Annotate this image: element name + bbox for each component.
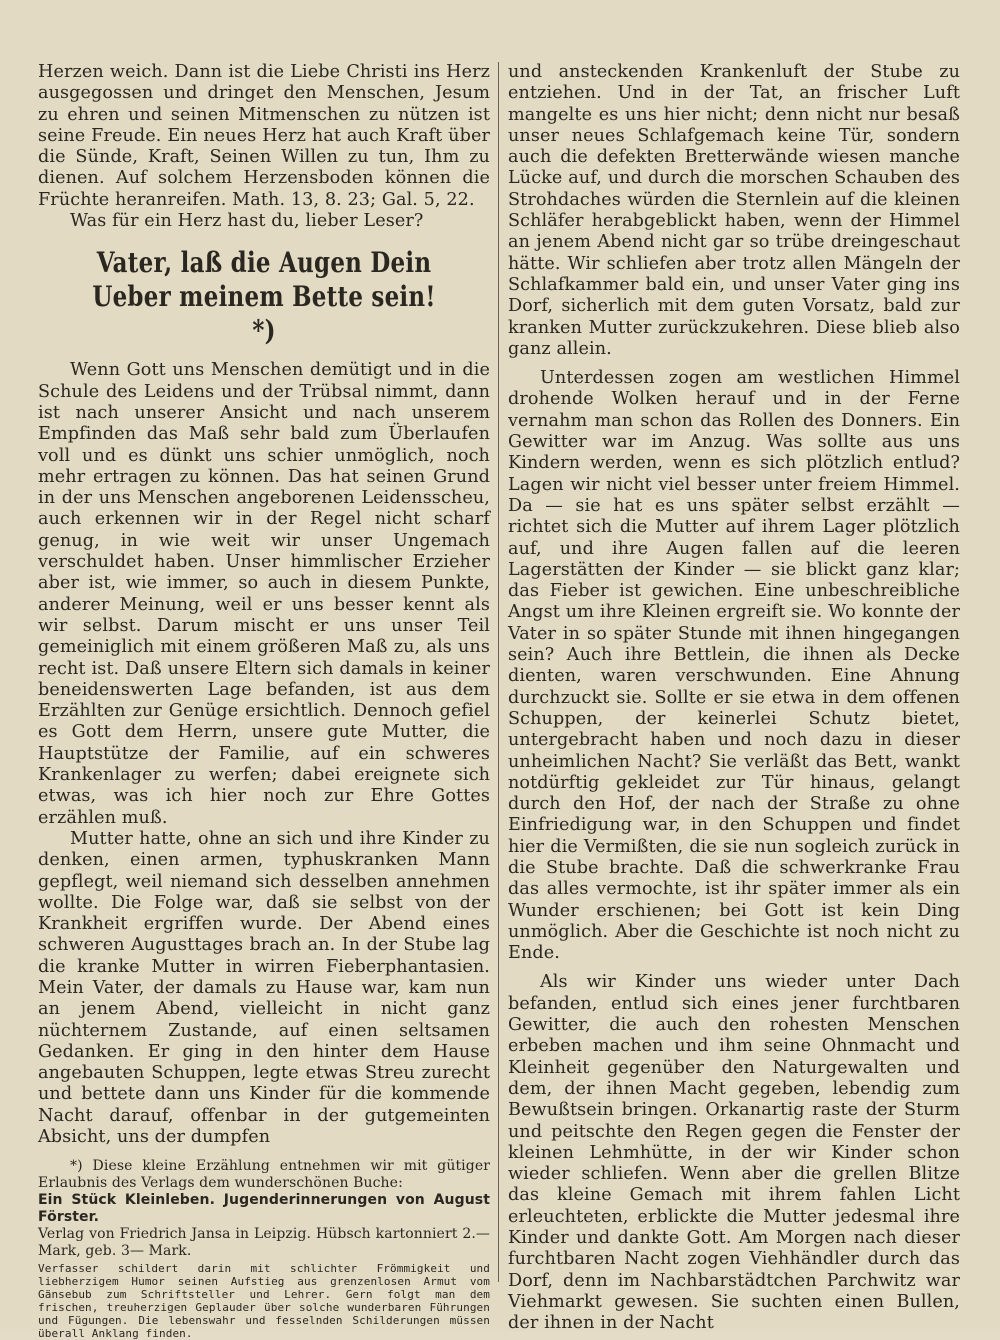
footnote-intro: *) Diese kleine Erzählung entnehmen wir mit gütiger Erlaubnis des Verlags dem wunderschönen Buche:: [38, 1158, 490, 1192]
story-title-line: Ueber meinem Bette sein! *): [92, 280, 436, 348]
right-column: [508, 62, 960, 1335]
paragraph: Was für ein Herz hast du, lieber Leser?: [70, 211, 424, 232]
story-title-line: Vater, laß die Augen Dein: [96, 246, 432, 280]
footnote: [38, 1158, 490, 1340]
paragraph: Mutter hatte, ohne an sich und ihre Kinder zu denken, einen armen, typhuskranken Mann gepflegt, weil niemand sich desselben annehmen wollte. Die Folge war, daß sie selbst von der Krankheit ergriffen wurde. Der Abend eines schweren Augusttages brach an. In der Stube lag die kranke Mutter in wirren Fieberphantasien. Mein Vater, der damals zu Hause war, kam nun an jenem Abend, vielleicht in nicht ganz nüchternem Zustande, auf einen seltsamen Gedanken. Er ging in den hinter dem Hause angebauten Schuppen, legte etwas Streu zurecht und bettete dann uns Kinder für die kommende Nacht darauf, offenbar in der gutgemeinten Absicht, uns der dumpfen: [38, 828, 490, 1148]
paragraph: Als wir Kinder uns wieder unter Dach befanden, entlud sich eines jener furchtbaren Gewitter, die auch den rohesten Menschen erbeben machen und ihm seine Ohnmacht und Kleinheit gegenüber den Naturgewalten und dem, der ihnen Macht gegeben, lebendig zum Bewußtsein bringen. Orkanartig raste der Sturm und peitschte den Regen gegen die Fenster der kleinen Lehmhütte, in der wir Kinder schon wieder schliefen. Wenn aber die grellen Blitze das kleine Gemach mit ihrem fahlen Licht erleuchteten, erblickte die Mutter jedesmal ihre Kinder und dankte Gott. Am Morgen nach dieser furchtbaren Nacht zogen Viehhändler durch das Dorf, denn im Nachbarstädtchen Parchwitz war Viehmarkt gewesen. Sie suchten einen Bullen, der ihnen in der Nacht: [508, 972, 960, 1334]
paragraph: Herzen weich. Dann ist die Liebe Christi ins Herz ausgegossen und dringet den Menschen, Jesum zu ehren und seinen Mitmenschen zu nützen ist seine Freude. Ein neues Herz hat auch Kraft über die Sünde, Kraft, Seinen Willen zu tun, Ihm zu dienen. Auf solchem Herzensboden können die Früchte heranreifen. Math. 13, 8. 23; Gal. 5, 22.: [38, 62, 490, 210]
paragraph: und ansteckenden Krankenluft der Stube zu entziehen. Und in der Tat, an frischer Luft mangelte es uns hier nicht; denn nicht nur besaß unser neues Schlafgemach keine Tür, sondern auch die defekten Bretterwände wiesen manche Lücke auf, und durch die morschen Schauben des Strohdaches würden die Sternlein auf die kleinen Schläfer herabgeblickt haben, wenn der Himmel an jenem Abend nicht gar so trübe dreingeschaut hätte. Wir schliefen aber trotz allen Mängeln der Schlafkammer bald ein, und unser Vater ging ins Dorf, sicherlich mit dem guten Vorsatz, bald zur kranken Mutter zurückzukehren. Diese blieb also ganz allein.: [508, 62, 960, 359]
story-title: [79, 246, 450, 348]
column-divider: [498, 62, 499, 1282]
paragraph: Wenn Gott uns Menschen demütigt und in die Schule des Leidens und der Trübsal nimmt, dann ist nach unserer Ansicht und nach unserem Empfinden das Maß sehr bald zum Überlaufen voll und es dünkt uns schier unmöglich, noch mehr ertragen zu können. Das hat seinen Grund in der uns Menschen angeborenen Leidensscheu, auch erkennen wir in der Regel nicht scharf genug, in wie weit wir unser Ungemach verschuldet haben. Unser himmlischer Erzieher aber ist, wie immer, so auch in diesem Punkte, anderer Meinung, weil er uns besser kennt als wir selbst. Darum mischt er uns unser Teil gemeiniglich mit einem größeren Maß zu, als uns recht ist. Daß unsere Eltern sich damals in keiner beneidenswerten Lage befanden, ist aus dem Erzählten zur Genüge ersichtlich. Dennoch gefiel es Gott dem Herrn, unsere gute Mutter, die Hauptstütze der Familie, auf ein schweres Krankenlager zu werfen; dabei ereignete sich etwas, was ich hier noch zur Ehre Gottes erzählen muß.: [38, 360, 490, 828]
footnote-publisher: Verlag von Friedrich Jansa in Leipzig. Hübsch kartonniert 2.— Mark, geb. 3— Mark.: [38, 1226, 490, 1260]
paragraph: Unterdessen zogen am westlichen Himmel drohende Wolken herauf und in der Ferne vernahm man schon das Rollen des Donners. Ein Gewitter war im Anzug. Was sollte aus uns Kindern werden, wenn es sich plötzlich entlud? Lagen wir nicht viel besser unter freiem Himmel. Da — sie hat es uns später selbst erzählt — richtet sich die Mutter auf ihrem Lager plötzlich auf, und ihre Augen fallen auf die leeren Lagerstätten der Kinder — sie blickt ganz klar; das Fieber ist gewichen. Eine unbeschreibliche Angst um ihre Kleinen ergreift sie. Wo konnte der Vater in so später Stunde mit ihnen hingegangen sein? Auch ihre Bettlein, die ihnen als Decke dienten, waren verschwunden. Eine Ahnung durchzuckt sie. Sollte er sie etwa in dem offenen Schuppen, der keinerlei Schutz bietet, untergebracht haben und noch dazu in dieser unheimlichen Nacht? Sie verläßt das Bett, wankt notdürftig gekleidet zur Tür hinaus, gelangt durch den Hof, der nach der Straße zu ohne Einfriedigung war, in den Schuppen und findet hier die Vermißten, die sie nun sogleich zurück in die Stube brachte. Daß die schwerkranke Frau das alles vermochte, ist ihr später immer als ein Wunder erschienen; bei Gott ist kein Ding unmöglich. Aber die Geschichte ist noch nicht zu Ende.: [508, 368, 960, 964]
left-column: [38, 62, 490, 1340]
footnote-book-title: Ein Stück Kleinleben. Jugenderinnerungen von August Förster.: [38, 1192, 490, 1226]
footnote-description: Verfasser schildert darin mit schlichter Frömmigkeit und liebherzigem Humor seinen Aufstieg aus grenzenlosen Armut vom Gänsebub zum Schriftsteller und Lehrer. Gern folgt man dem frischen, treuherzigen Geplauder über solche wunderbaren Führungen und Fügungen. Die lebenswahr und fesselnden Schilderungen müssen überall Anklang finden.: [38, 1262, 490, 1340]
